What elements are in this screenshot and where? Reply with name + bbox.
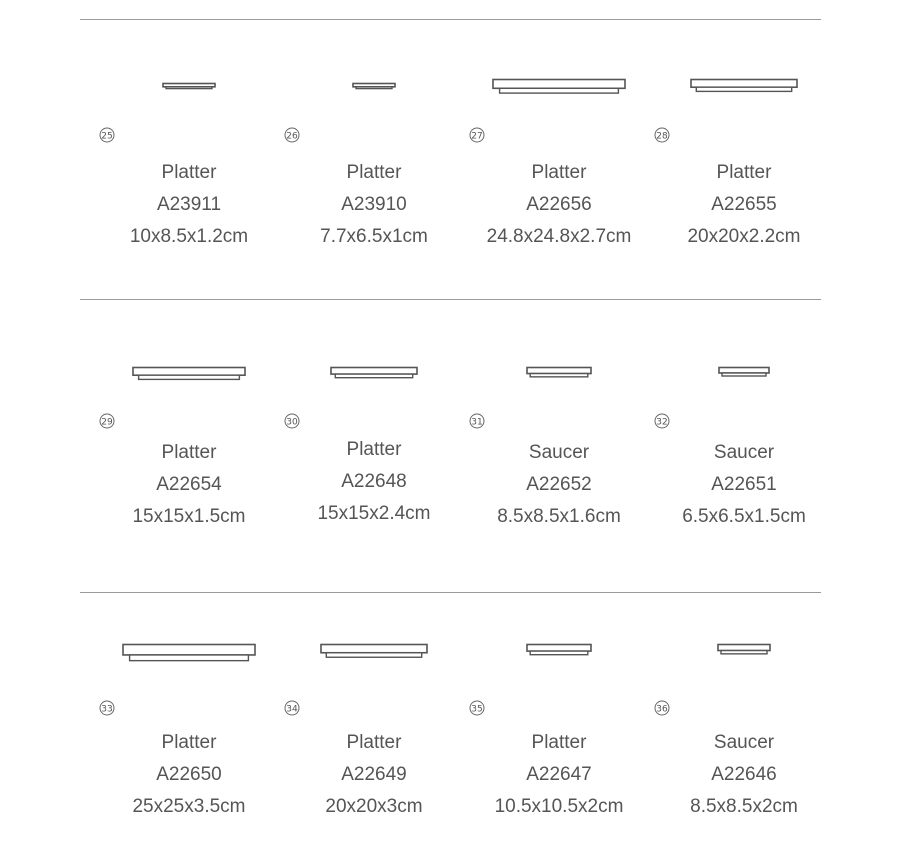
- divider-middle-2: [80, 592, 821, 593]
- product-code: A22654: [156, 474, 222, 495]
- product-dimensions: 15x15x1.5cm: [132, 506, 246, 527]
- item-number-badge: [469, 700, 485, 716]
- item-number-badge: [99, 413, 115, 429]
- plate-profile-drawing: [654, 367, 834, 381]
- plate-profile-drawing: [284, 644, 464, 663]
- product-dimensions: 20x20x3cm: [325, 796, 423, 817]
- product-code: A22651: [711, 474, 777, 495]
- product-name: Platter: [346, 162, 402, 183]
- product-dimensions: 20x20x2.2cm: [687, 226, 801, 247]
- item-number: 31: [471, 417, 483, 428]
- plate-profile-drawing: [469, 79, 649, 99]
- divider-top: [80, 19, 821, 20]
- item-number: 33: [101, 704, 113, 715]
- product-name: Platter: [531, 732, 587, 753]
- item-number-badge: [469, 127, 485, 143]
- product-code: A23910: [341, 194, 407, 215]
- plate-profile-drawing: [99, 367, 279, 385]
- item-number: 28: [656, 131, 668, 142]
- item-number-badge: [654, 127, 670, 143]
- item-number-badge: [284, 700, 300, 716]
- product-code: A22656: [526, 194, 592, 215]
- product-name: Saucer: [528, 442, 590, 463]
- item-number: 29: [101, 417, 113, 428]
- item-number-badge: [654, 700, 670, 716]
- product-name: Saucer: [713, 732, 775, 753]
- item-number: 35: [471, 704, 483, 715]
- product-name: Saucer: [713, 442, 775, 463]
- product-name: Platter: [716, 162, 772, 183]
- product-code: A22648: [341, 471, 407, 492]
- item-number: 34: [286, 704, 298, 715]
- plate-profile-drawing: [469, 644, 649, 660]
- product-name: Platter: [346, 439, 402, 460]
- item-number: 36: [656, 704, 668, 715]
- item-number-badge: [99, 127, 115, 143]
- product-code: A22655: [711, 194, 777, 215]
- plate-profile-drawing: [99, 83, 279, 93]
- product-dimensions: 10.5x10.5x2cm: [494, 796, 624, 817]
- product-name: Platter: [531, 162, 587, 183]
- item-number: 27: [471, 131, 483, 142]
- item-number-badge: [284, 127, 300, 143]
- divider-middle-1: [80, 299, 821, 300]
- plate-profile-drawing: [654, 644, 834, 659]
- product-code: A22649: [341, 764, 407, 785]
- plate-profile-drawing: [469, 367, 649, 382]
- product-dimensions: 24.8x24.8x2.7cm: [486, 226, 632, 247]
- product-dimensions: 25x25x3.5cm: [132, 796, 246, 817]
- item-number-badge: [99, 700, 115, 716]
- item-number: 26: [286, 131, 298, 142]
- product-name: Platter: [161, 162, 217, 183]
- plate-profile-drawing: [284, 367, 464, 383]
- product-code: A22652: [526, 474, 592, 495]
- item-number-badge: [284, 413, 300, 429]
- product-code: A23911: [156, 194, 222, 215]
- product-code: A22646: [711, 764, 777, 785]
- item-number: 30: [286, 417, 298, 428]
- product-code: A22650: [156, 764, 222, 785]
- plate-profile-drawing: [654, 79, 834, 97]
- product-code: A22647: [526, 764, 592, 785]
- product-name: Platter: [161, 732, 217, 753]
- product-name: Platter: [161, 442, 217, 463]
- item-number: 25: [101, 131, 113, 142]
- product-dimensions: 7.7x6.5x1cm: [320, 226, 428, 247]
- plate-profile-drawing: [284, 83, 464, 93]
- plate-profile-drawing: [99, 644, 279, 667]
- product-dimensions: 8.5x8.5x1.6cm: [497, 506, 621, 527]
- product-dimensions: 10x8.5x1.2cm: [129, 226, 249, 247]
- product-dimensions: 6.5x6.5x1.5cm: [682, 506, 806, 527]
- product-dimensions: 8.5x8.5x2cm: [690, 796, 798, 817]
- item-number: 32: [656, 417, 668, 428]
- item-number-badge: [654, 413, 670, 429]
- item-number-badge: [469, 413, 485, 429]
- product-dimensions: 15x15x2.4cm: [317, 503, 431, 524]
- product-name: Platter: [346, 732, 402, 753]
